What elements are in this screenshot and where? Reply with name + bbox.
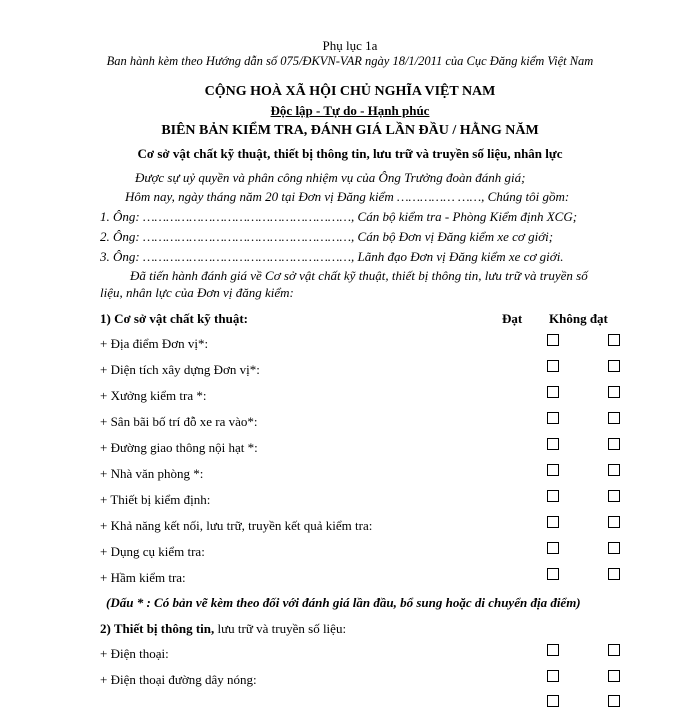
list-item: + Địa điểm Đơn vị*:: [100, 336, 209, 351]
date-location-line: Hôm nay, ngày tháng năm 20 tại Đơn vị Đăng kiểm …………… ……, Chúng tôi gồm:: [125, 189, 570, 204]
assessment-line-1: Đã tiến hành đánh giá về Cơ sở vật chất kỹ thuật, thiết bị thông tin, lưu trữ và truyền số: [130, 268, 588, 283]
pass-checkbox[interactable]: [547, 542, 559, 554]
document-title: BIÊN BẢN KIỂM TRA, ĐÁNH GIÁ LẦN ĐẦU / HẰNG NĂM: [161, 123, 539, 138]
member-3-line: 3. Ông: ………………………………………………, Lãnh đạo Đơn vị Đăng kiểm xe cơ giới.: [100, 249, 564, 264]
member-1-line: 1. Ông: ………………………………………………, Cán bộ kiểm tra - Phòng Kiểm định XCG;: [100, 209, 578, 224]
appendix-label: Phụ lục 1a: [322, 38, 378, 53]
fail-checkbox[interactable]: [608, 464, 620, 476]
fail-checkbox[interactable]: [608, 568, 620, 580]
fail-checkbox[interactable]: [608, 412, 620, 424]
section-1-title: 1) Cơ sở vật chất kỹ thuật:: [100, 311, 249, 326]
fail-checkbox[interactable]: [608, 695, 620, 707]
pass-checkbox[interactable]: [547, 464, 559, 476]
fail-checkbox[interactable]: [608, 490, 620, 502]
fail-checkbox[interactable]: [608, 670, 620, 682]
fail-checkbox[interactable]: [608, 438, 620, 450]
list-item: + Hầm kiểm tra:: [100, 570, 186, 585]
list-item: + Điện thoại đường dây nóng:: [100, 672, 257, 687]
list-item: + Nhà văn phòng *:: [100, 466, 204, 481]
list-item: + Sân bãi bố trí đỗ xe ra vào*:: [100, 414, 258, 429]
country-name: CỘNG HOÀ XÃ HỘI CHỦ NGHĨA VIỆT NAM: [204, 84, 496, 99]
section-2-title-rest: lưu trữ và truyền số liệu:: [214, 621, 347, 636]
pass-checkbox[interactable]: [547, 568, 559, 580]
pass-checkbox[interactable]: [547, 516, 559, 528]
pass-checkbox[interactable]: [547, 360, 559, 372]
list-item: + Đường giao thông nội hạt *:: [100, 440, 258, 455]
authorization-line: Được sự uỷ quyền và phân công nhiệm vụ của Ông Trưởng đoàn đánh giá;: [135, 170, 526, 185]
section-2-title-bold: 2) Thiết bị thông tin,: [100, 621, 215, 636]
section-2-title: [100, 621, 346, 637]
fail-checkbox[interactable]: [608, 644, 620, 656]
fail-checkbox[interactable]: [608, 516, 620, 528]
pass-checkbox[interactable]: [547, 412, 559, 424]
fail-checkbox[interactable]: [608, 334, 620, 346]
drawing-note: (Dấu * : Có bản vẽ kèm theo đối với đánh giá lần đầu, bổ sung hoặc di chuyển địa điểm): [106, 595, 581, 610]
list-item: + Diện tích xây dựng Đơn vị*:: [100, 362, 260, 377]
pass-checkbox[interactable]: [547, 695, 559, 707]
list-item: + Dụng cụ kiểm tra:: [100, 544, 205, 559]
column-fail-header: Không đạt: [549, 311, 608, 326]
pass-checkbox[interactable]: [547, 438, 559, 450]
pass-checkbox[interactable]: [547, 490, 559, 502]
assessment-line-2: liệu, nhân lực của Đơn vị đăng kiểm:: [100, 285, 294, 300]
document-subtitle: Cơ sở vật chất kỹ thuật, thiết bị thông tin, lưu trữ và truyền số liệu, nhân lực: [137, 146, 563, 161]
issued-with-note: Ban hành kèm theo Hướng dẫn số 075/ĐKVN-VAR ngày 18/1/2011 của Cục Đăng kiểm Việt Nam: [106, 54, 594, 68]
pass-checkbox[interactable]: [547, 386, 559, 398]
fail-checkbox[interactable]: [608, 542, 620, 554]
list-item: + Điện thoại:: [100, 646, 169, 661]
fail-checkbox[interactable]: [608, 386, 620, 398]
pass-checkbox[interactable]: [547, 334, 559, 346]
column-pass-header: Đạt: [502, 311, 523, 326]
pass-checkbox[interactable]: [547, 670, 559, 682]
fail-checkbox[interactable]: [608, 360, 620, 372]
list-item: + Xưởng kiểm tra *:: [100, 388, 207, 403]
national-motto: Độc lập - Tự do - Hạnh phúc: [270, 103, 430, 118]
list-item: + Thiết bị kiểm định:: [100, 492, 211, 507]
member-2-line: 2. Ông: ………………………………………………, Cán bộ Đơn vị Đăng kiểm xe cơ giới;: [100, 229, 554, 244]
list-item: + Khả năng kết nối, lưu trữ, truyền kết quả kiểm tra:: [100, 518, 373, 533]
pass-checkbox[interactable]: [547, 644, 559, 656]
